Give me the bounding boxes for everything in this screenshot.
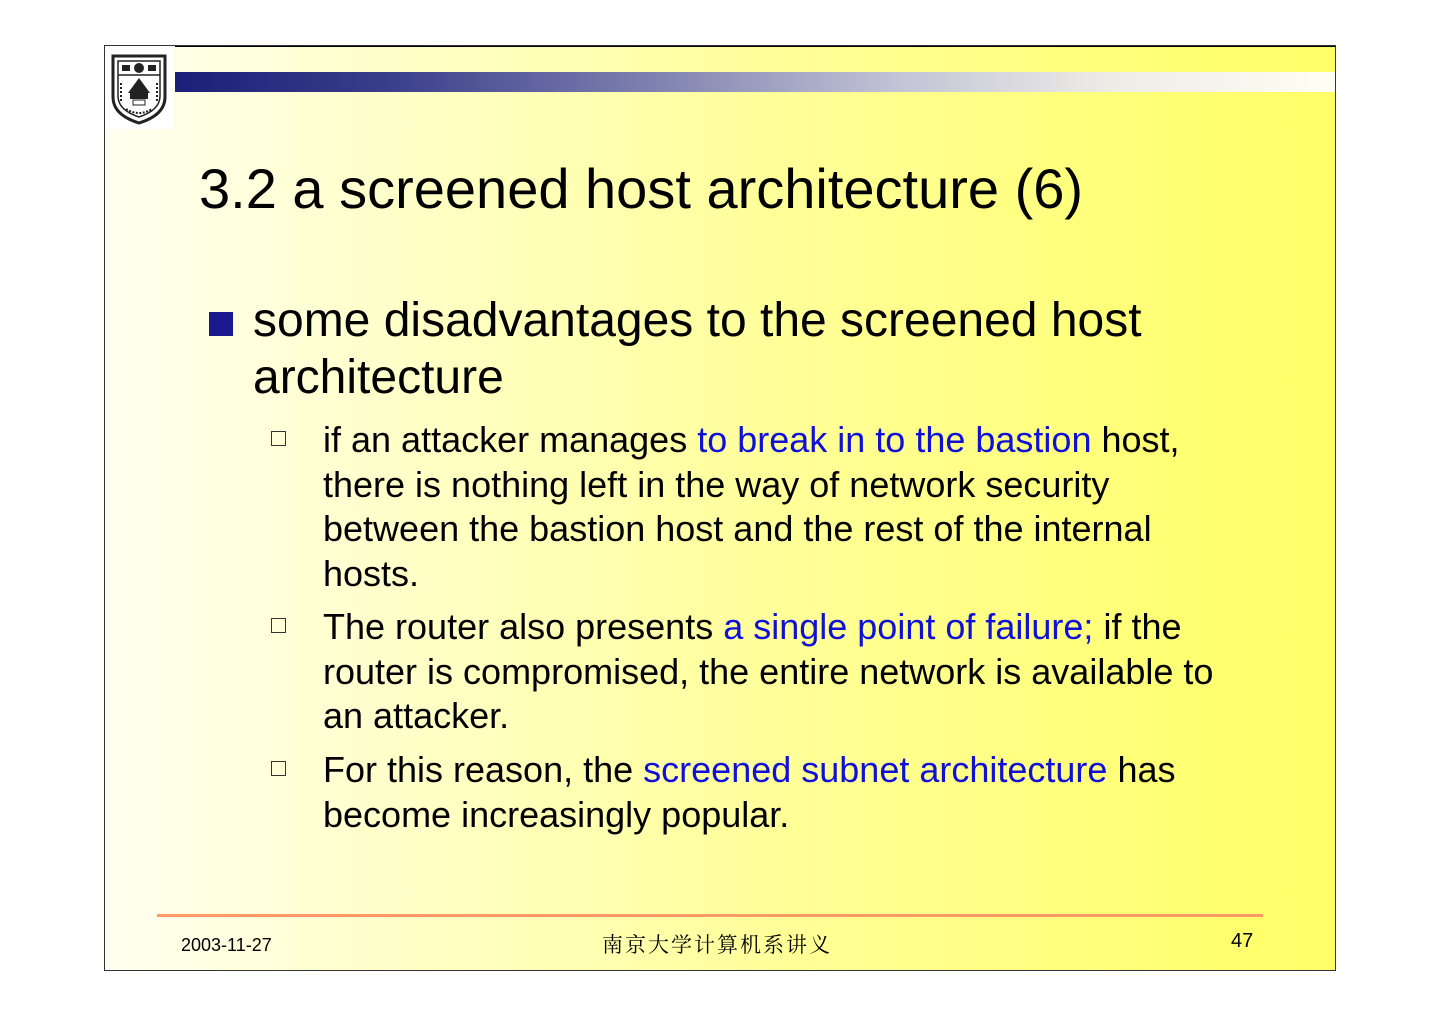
university-seal-icon <box>110 53 168 125</box>
sub-bullet-pre: The router also presents <box>323 606 724 647</box>
header-top-rule <box>175 45 1336 47</box>
hollow-square-bullet-icon <box>271 761 286 776</box>
footer-course-title: 南京大学计算机系讲义 <box>602 933 832 957</box>
sub-bullet-pre: if an attacker manages <box>323 419 698 460</box>
hollow-square-bullet-icon <box>271 618 286 633</box>
footer-rule <box>157 914 1263 917</box>
square-bullet-icon <box>209 312 233 336</box>
sub-bullet-highlight: screened subnet architecture <box>643 749 1108 790</box>
page-number: 47 <box>1231 930 1254 952</box>
sub-bullet-pre: For this reason, the <box>323 749 644 790</box>
sub-bullet-post: if the router is compromised, the entire network is available to an attacker. <box>323 606 1214 736</box>
sub-bullet-post: has become increasingly popular. <box>323 749 1176 835</box>
hollow-square-bullet-icon <box>271 431 286 446</box>
university-logo <box>104 45 174 129</box>
sub-bullet-highlight: to break in to the bastion <box>697 419 1092 460</box>
sub-bullet-text <box>323 418 1253 596</box>
sub-bullet-post: host, there is nothing left in the way of network security between the bastion host and the rest of the internal hosts. <box>323 419 1180 594</box>
slide-title: 3.2 a screened host architecture (6) <box>199 157 1084 220</box>
sub-bullet-text <box>323 748 1253 837</box>
sub-bullet-highlight: a single point of failure; <box>723 606 1094 647</box>
slide <box>104 45 1336 971</box>
sub-bullet-text <box>323 605 1253 739</box>
header-gradient-bar <box>175 72 1336 92</box>
main-bullet-text: some disadvantages to the screened host architecture <box>253 294 1142 404</box>
footer-date: 2003-11-27 <box>181 935 272 955</box>
